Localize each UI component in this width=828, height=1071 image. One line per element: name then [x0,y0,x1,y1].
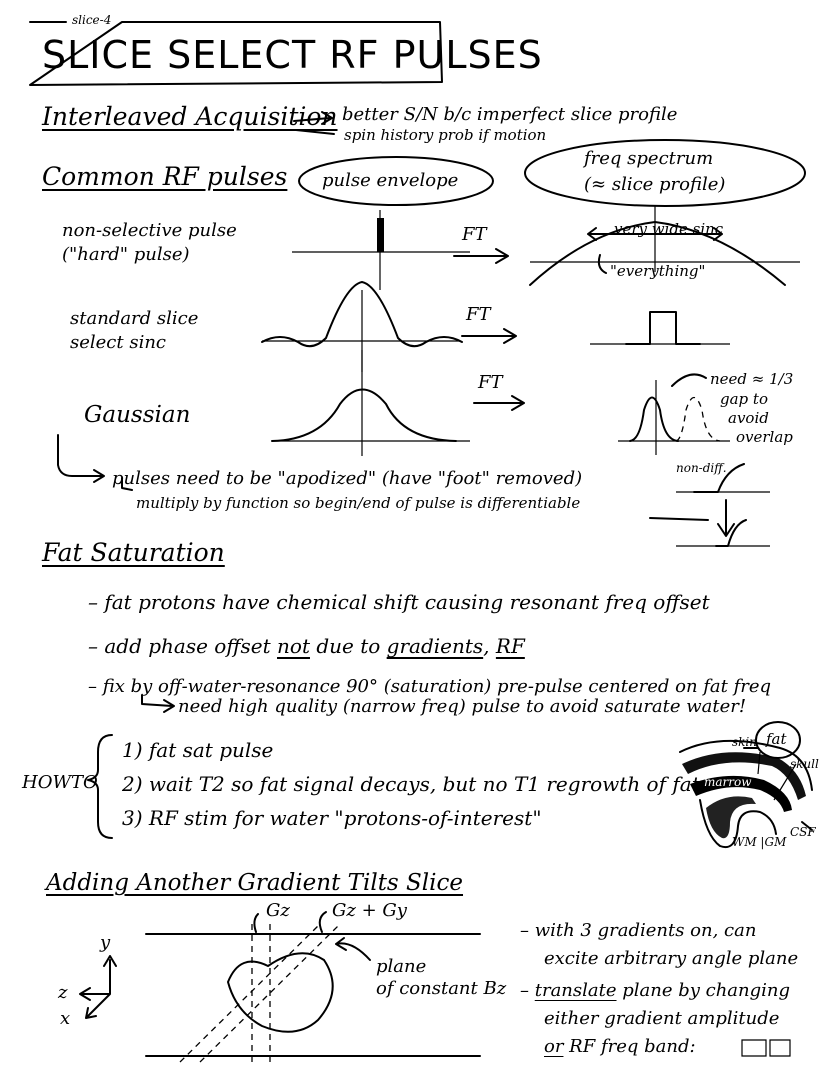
brain-label-skull: skull [790,757,819,771]
everything-label: "everything" [610,262,706,280]
brain-label-skin: skin [732,735,757,749]
multiply-arrow [650,518,708,520]
nondiff-arrow [718,500,734,536]
note-1-line-1: – with 3 gradients on, can [520,920,757,941]
slice-tag: slice-4 [72,13,112,27]
gz-pointer [254,914,258,932]
pulse-envelope-label: pulse envelope [322,170,459,191]
note-2-line-2: either gradient amplitude [544,1008,780,1029]
gzgy-pointer [320,912,326,932]
brain-label-fat: fat [766,730,787,748]
page-title: SLICE SELECT RF PULSES [42,33,543,77]
gauss-profile [630,398,678,442]
fatsat-sub-arrow [142,695,174,712]
fatsat-bullet-1: – fat protons have chemical shift causing resonant freq offset [88,590,710,614]
note-2-line-3: or RF freq band: [544,1036,696,1057]
fatsat-bullet-3: – fix by off-water-resonance 90° (saturation) pre-pulse centered on fat freq [88,676,772,697]
freq-spectrum-label: freq spectrum [584,148,714,169]
interleaved-heading: Interleaved Acquisition [42,102,338,131]
rect-profile [626,312,700,344]
rf-band-box [742,1040,790,1056]
gaussian-label: Gaussian [84,402,191,428]
plane-label-2: of constant Bz [376,978,507,999]
object-outline [228,953,333,1032]
note-1-line-2: excite arbitrary angle plane [544,948,799,969]
multiply-note: multiply by function so begin/end of pulse is differentiable [136,494,581,512]
nondiff-curve [694,464,746,546]
common-pulses-heading: Common RF pulses [42,162,288,191]
plane-label-1: plane [376,956,427,977]
sinc-axis [262,290,460,372]
need-label-1: need ≈ 1/3 [710,370,794,388]
howto-label: HOWTO [22,772,98,793]
howto-step-1: 1) fat sat pulse [122,738,274,762]
interleaved-point-2: spin history prob if motion [344,126,547,144]
nonselective-label-2: ("hard" pulse) [62,244,190,265]
gauss-profile-axis [618,380,730,455]
ft-arrow-3 [474,396,524,410]
standard-label-1: standard slice [70,308,199,329]
gauss-curve [272,390,456,442]
note-2-line-1: – translate plane by changing [520,980,791,1001]
gz-slab [252,924,270,1062]
interleaved-point-1: better S/N b/c imperfect slice profile [342,104,678,125]
need-label-4: overlap [736,428,793,446]
ft-label-3: FT [478,372,503,393]
apodized-note: pulses need to be "apodized" (have "foot" removed) [112,468,583,489]
gauss-profile-dashed [676,398,720,442]
slice-profile-label: (≈ slice profile) [584,174,726,195]
apodize-hook [58,435,104,482]
tilted-slab [180,924,338,1062]
howto-step-2: 2) wait T2 so fat signal decays, but no T1 regrowth of fat [122,772,700,796]
gz-label: Gz [266,900,290,921]
plane-pointer [336,938,370,960]
axes [80,956,116,1018]
hard-pulse-bar [377,218,384,252]
standard-label-2: select sinc [70,332,167,353]
axis-x-label: x [60,1008,71,1029]
fatsat-bullet-3-sub: need high quality (narrow freq) pulse to avoid saturate water! [178,696,747,717]
axis-z-label: z [58,982,68,1003]
very-wide-sinc-label: very wide sinc [614,220,724,238]
everything-arrow [599,255,606,273]
gz-gy-label: Gz + Gy [332,900,407,921]
fat-saturation-heading: Fat Saturation [42,538,225,567]
need-label-2: gap to [720,390,768,408]
ft-arrow-2 [462,329,516,343]
howto-step-3: 3) RF stim for water "protons-of-interest" [122,806,542,830]
ft-label-2: FT [466,304,491,325]
non-diff-label: non-diff. [676,461,727,475]
need-label-3: avoid [728,409,769,427]
brain-label-csf: CSF [790,825,816,839]
brain-label-marrow: marrow [704,775,752,789]
axis-y-label: y [100,932,111,953]
need-arrow [672,374,706,386]
ft-arrow-1 [454,249,508,263]
ft-label-1: FT [462,224,487,245]
gradient-tilt-heading: Adding Another Gradient Tilts Slice [46,870,464,896]
fatsat-bullet-2: – add phase offset not due to gradients, RF [88,634,525,658]
nonselective-label-1: non-selective pulse [62,220,237,241]
brain-label-wm-gm: WM |GM [732,835,787,849]
